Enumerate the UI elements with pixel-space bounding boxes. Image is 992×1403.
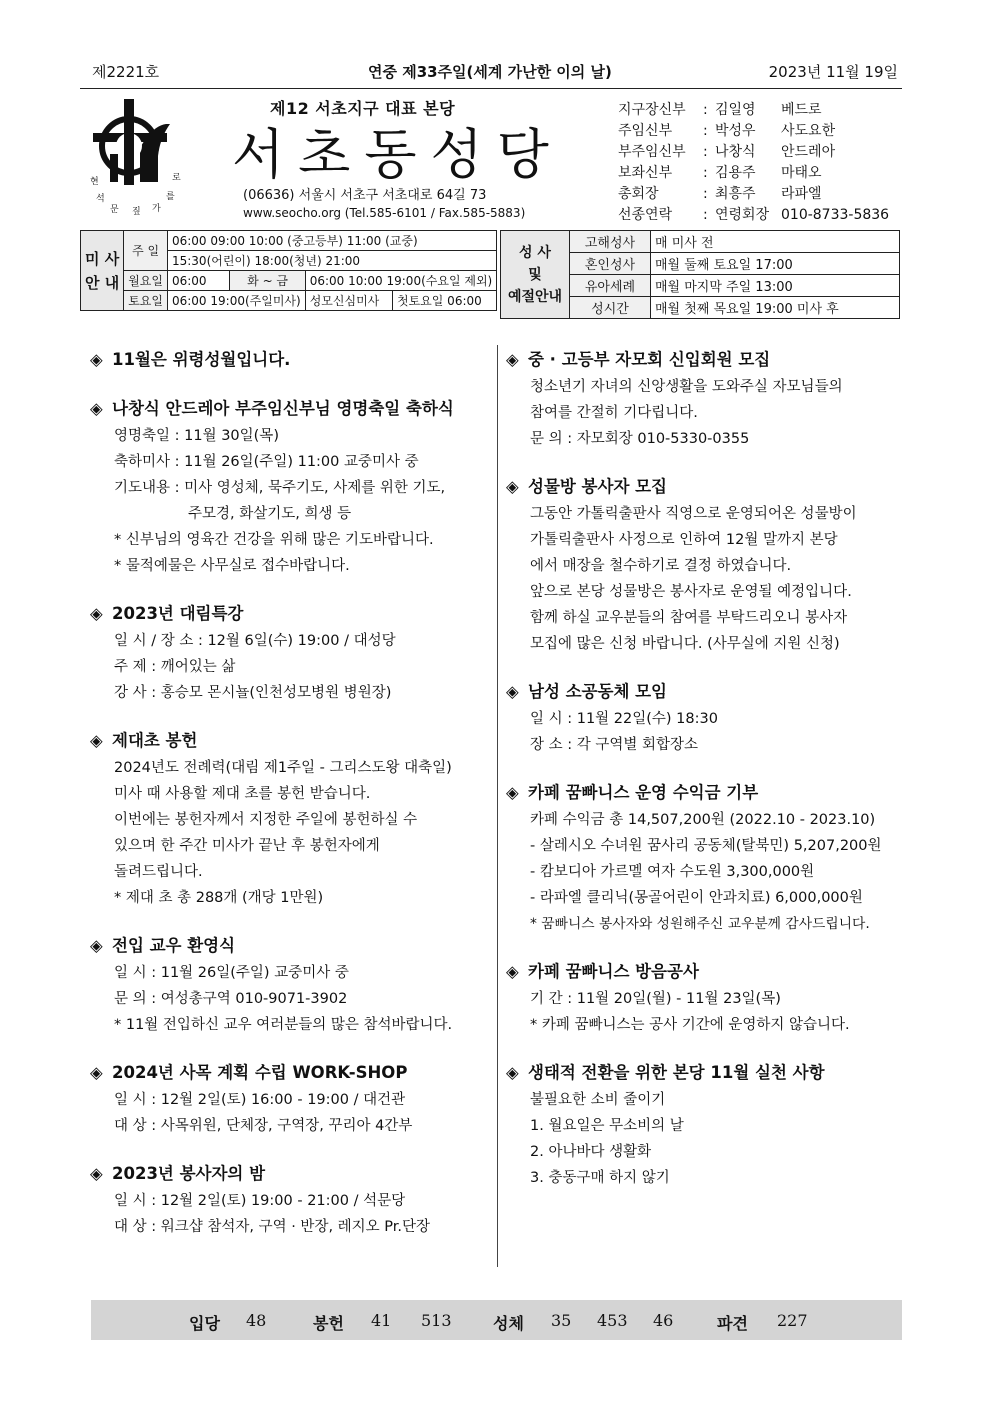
diamond-bullet-icon: ◈: [90, 399, 103, 418]
staff-row: 보좌신부 : 김용주 마태오: [618, 165, 822, 181]
notice-line: 축하미사 : 11월 26일(주일) 11:00 교중미사 중: [114, 454, 419, 470]
logo-char: 로: [172, 173, 181, 183]
mass-sunday-times: 15:30(어린이) 18:00(청년) 21:00: [167, 251, 496, 271]
diamond-bullet-icon: ◈: [506, 682, 519, 701]
stat-label: 봉헌: [313, 1314, 344, 1333]
sacrament-label: 혼인성사: [570, 253, 651, 275]
sacrament-header: 성 사 및 예절안내: [501, 231, 570, 319]
notice-section: [506, 678, 902, 758]
sacrament-label: 성시간: [570, 297, 651, 319]
stat-label: 입당: [189, 1314, 220, 1333]
staff-row: 주임신부 : 박성우 사도요한: [618, 123, 836, 139]
notice-line: 함께 하실 교우분들의 참여를 부탁드리오니 봉사자: [530, 610, 848, 626]
notice-section: [90, 346, 490, 374]
notice-line: 주 제 : 깨어있는 삶: [114, 659, 236, 675]
notice-line: 가톨릭출판사 사정으로 인하여 12월 말까지 본당: [530, 532, 838, 548]
sacrament-value: 매 미사 전: [651, 231, 900, 253]
notice-line: 문 의 : 자모회장 010-5330-0355: [530, 431, 750, 447]
diamond-bullet-icon: ◈: [506, 350, 519, 369]
notice-title: 성물방 봉사자 모집: [528, 477, 668, 496]
notice-title: 남성 소공동체 모임: [528, 682, 668, 701]
notice-line: 일 시 : 12월 2일(토) 19:00 - 21:00 / 석문당: [114, 1193, 406, 1209]
logo-char: 를: [166, 192, 175, 202]
notice-title: 제대초 봉헌: [112, 731, 198, 750]
notice-line: 장 소 : 각 구역별 회합장소: [530, 737, 699, 753]
notice-line: - 살레시오 수녀원 꿈사리 공동체(탈북민) 5,207,200원: [530, 838, 882, 854]
stat-value: 513: [421, 1311, 452, 1330]
notice-line: 돌려드립니다.: [114, 864, 203, 880]
issue-date: 2023년 11월 19일: [768, 63, 898, 81]
diamond-bullet-icon: ◈: [506, 962, 519, 981]
notice-line: 대 상 : 워크샵 참석자, 구역 · 반장, 레지오 Pr.단장: [114, 1219, 431, 1235]
notice-line: 참여를 간절히 기다립니다.: [530, 405, 698, 421]
notice-title: 나창식 안드레아 부주임신부님 영명축일 축하식: [112, 399, 454, 418]
notice-line: 청소년기 자녀의 신앙생활을 도와주실 자모님들의: [530, 379, 843, 395]
mass-tuefri-time: 06:00 10:00 19:00(수요일 제외): [305, 271, 497, 291]
notice-line: 일 시 / 장 소 : 12월 6일(수) 19:00 / 대성당: [114, 633, 396, 649]
staff-row: 지구장신부 : 김일영 베드로: [618, 102, 822, 118]
sacrament-label: 유아세례: [570, 275, 651, 297]
notice-line: 일 시 : 11월 26일(주일) 교중미사 중: [114, 965, 349, 981]
notice-line: 일 시 : 12월 2일(토) 16:00 - 19:00 / 대건관: [114, 1092, 406, 1108]
notice-line: * 물적예물은 사무실로 접수바랍니다.: [114, 558, 350, 574]
parish-title: 서초동성당: [232, 123, 563, 186]
sacrament-value: 매월 마지막 주일 13:00: [651, 275, 900, 297]
diamond-bullet-icon: ◈: [506, 1063, 519, 1082]
parish-contact: www.seocho.org (Tel.585-6101 / Fax.585-5883): [243, 206, 526, 220]
left-column: [90, 346, 490, 1261]
notice-line: 미사 때 사용할 제대 초를 봉헌 받습니다.: [114, 786, 371, 802]
masthead-subtitle: 제12 서초지구 대표 본당: [270, 99, 456, 118]
notice-section: [90, 727, 490, 911]
notice-line: 영명축일 : 11월 30일(목): [114, 428, 279, 444]
logo-char: 짚: [132, 207, 141, 217]
stat-value: 35: [551, 1311, 572, 1330]
diamond-bullet-icon: ◈: [90, 1164, 103, 1183]
notice-line: 이번에는 봉헌자께서 지정한 주일에 봉헌하실 수: [114, 812, 418, 828]
notice-line: 2. 아나바다 생활화: [530, 1144, 652, 1160]
diamond-bullet-icon: ◈: [90, 731, 103, 750]
logo-char: 가: [152, 204, 161, 214]
staff-row: 총회장 : 최흥주 라파엘: [618, 186, 822, 202]
mass-first-saturday: 첫토요일 06:00: [393, 291, 497, 311]
notice-line: 카페 수익금 총 14,507,200원 (2022.10 - 2023.10): [530, 812, 876, 828]
mass-monday-time: 06:00: [167, 271, 230, 291]
notice-line: * 제대 초 총 288개 (개당 1만원): [114, 890, 324, 906]
notice-line: 강 사 : 홍승모 몬시뇰(인천성모병원 병원장): [114, 685, 392, 701]
parish-logo: [90, 96, 200, 217]
logo-char: 현: [90, 177, 99, 187]
sunday-title: 연중 제33주일(세계 가난한 이의 날): [368, 63, 612, 81]
notice-title: 11월은 위령성월입니다.: [112, 350, 291, 369]
column-divider: [497, 345, 498, 1267]
logo-char: 문: [110, 205, 119, 215]
stat-label: 성체: [493, 1314, 524, 1333]
notice-line: 불필요한 소비 줄이기: [530, 1092, 666, 1108]
notice-line: 문 의 : 여성총구역 010-9071-3902: [114, 991, 348, 1007]
mass-saturday-time: 06:00 19:00(주일미사): [167, 291, 305, 311]
notice-line: 일 시 : 11월 22일(수) 18:30: [530, 711, 718, 727]
parish-address: (06636) 서울시 서초구 서초대로 64길 73: [243, 188, 487, 203]
sacrament-label: 고해성사: [570, 231, 651, 253]
notice-line: * 카페 꿈빠니스는 공사 기간에 운영하지 않습니다.: [530, 1017, 850, 1033]
stat-value: 41: [371, 1311, 392, 1330]
diamond-bullet-icon: ◈: [90, 1063, 103, 1082]
logo-char: 석: [96, 194, 105, 204]
stat-label: 파견: [717, 1314, 748, 1333]
notice-line: 앞으로 본당 성물방은 봉사자로 운영될 예정입니다.: [530, 584, 852, 600]
notice-line: * 11월 전입하신 교우 여러분들의 많은 참석바랍니다.: [114, 1017, 453, 1033]
stat-value: 48: [246, 1311, 267, 1330]
notice-title: 생태적 전환을 위한 본당 11월 실천 사항: [528, 1063, 825, 1082]
notice-line: 대 상 : 사목위원, 단체장, 구역장, 꾸리아 4간부: [114, 1118, 413, 1134]
mass-tuefri-label: 화 ~ 금: [230, 271, 305, 291]
mass-sunday-times: 06:00 09:00 10:00 (중고등부) 11:00 (교중): [167, 231, 496, 251]
notice-line: 기 간 : 11월 20일(월) - 11월 23일(목): [530, 991, 781, 1007]
mass-sunday-label: 주 일: [124, 231, 168, 271]
diamond-bullet-icon: ◈: [90, 604, 103, 623]
notice-section: [90, 600, 490, 706]
diamond-bullet-icon: ◈: [90, 350, 103, 369]
staff-row: 부주임신부 : 나창식 안드레아: [618, 144, 836, 160]
notice-section: [506, 958, 902, 1038]
notice-title: 2023년 대림특강: [112, 604, 244, 623]
notice-line: 있으며 한 주간 미사가 끝난 후 봉헌자에게: [114, 838, 380, 854]
stat-value: 227: [777, 1311, 808, 1330]
right-column: [506, 346, 902, 1212]
notice-section: [506, 473, 902, 657]
staff-row: 선종연락 : 연령회장 010-8733-5836: [618, 207, 890, 223]
notice-line: 에서 매장을 철수하기로 결정 하였습니다.: [530, 558, 792, 574]
notice-line: 기도내용 : 미사 영성체, 묵주기도, 사제를 위한 기도,: [114, 480, 446, 496]
diamond-bullet-icon: ◈: [506, 783, 519, 802]
notice-title: 2023년 봉사자의 밤: [112, 1164, 266, 1183]
mass-sacred-heart: 성모신심미사: [305, 291, 392, 311]
notice-title: 중 · 고등부 자모회 신입회원 모집: [528, 350, 771, 369]
notice-section: [90, 1160, 490, 1240]
notice-line: 주모경, 화살기도, 희생 등: [188, 506, 352, 522]
notice-section: [90, 395, 490, 579]
sacrament-value: 매월 둘째 토요일 17:00: [651, 253, 900, 275]
notice-line: 2024년도 전례력(대림 제1주일 - 그리스도왕 대축일): [114, 760, 452, 776]
notice-line: - 라파엘 클리닉(몽골어린이 안과치료) 6,000,000원: [530, 890, 863, 906]
sacrament-table: [500, 230, 900, 319]
notice-line: * 꿈빠니스 봉사자와 성원해주신 교우분께 감사드립니다.: [530, 916, 870, 932]
notice-title: 전입 교우 환영식: [112, 936, 236, 955]
notice-line: 그동안 가톨릭출판사 직영으로 운영되어온 성물방이: [530, 506, 857, 522]
notice-title: 카페 꿈빠니스 방음공사: [528, 962, 699, 981]
notice-line: * 신부님의 영육간 건강을 위해 많은 기도바랍니다.: [114, 532, 434, 548]
notice-line: 1. 월요일은 무소비의 날: [530, 1118, 684, 1134]
issue-number: 제2221호: [92, 63, 160, 81]
notice-title: 2024년 사목 계획 수립 WORK-SHOP: [112, 1063, 408, 1082]
mass-header: 미 사 안 내: [81, 231, 124, 311]
statistics-footer: [91, 1300, 902, 1340]
notice-section: [506, 1059, 902, 1191]
notice-line: 모집에 많은 신청 바랍니다. (사무실에 지원 신청): [530, 636, 840, 652]
stat-value: 453: [597, 1311, 628, 1330]
cross-logo-icon: [90, 96, 200, 186]
notice-line: - 캄보디아 가르멜 여자 수도원 3,300,000원: [530, 864, 815, 880]
notice-section: [90, 932, 490, 1038]
stat-value: 46: [653, 1311, 674, 1330]
mass-monday-label: 월요일: [124, 271, 168, 291]
sacrament-value: 매월 첫째 목요일 19:00 미사 후: [651, 297, 900, 319]
notice-section: [506, 346, 902, 452]
mass-saturday-label: 토요일: [124, 291, 168, 311]
notice-section: [506, 779, 902, 937]
diamond-bullet-icon: ◈: [90, 936, 103, 955]
notice-line: 3. 충동구매 하지 않기: [530, 1170, 670, 1186]
notice-title: 카페 꿈빠니스 운영 수익금 기부: [528, 783, 759, 802]
mass-schedule-table: [80, 230, 497, 311]
staff-list: [618, 100, 889, 226]
diamond-bullet-icon: ◈: [506, 477, 519, 496]
notice-section: [90, 1059, 490, 1139]
top-bar: [80, 52, 902, 89]
